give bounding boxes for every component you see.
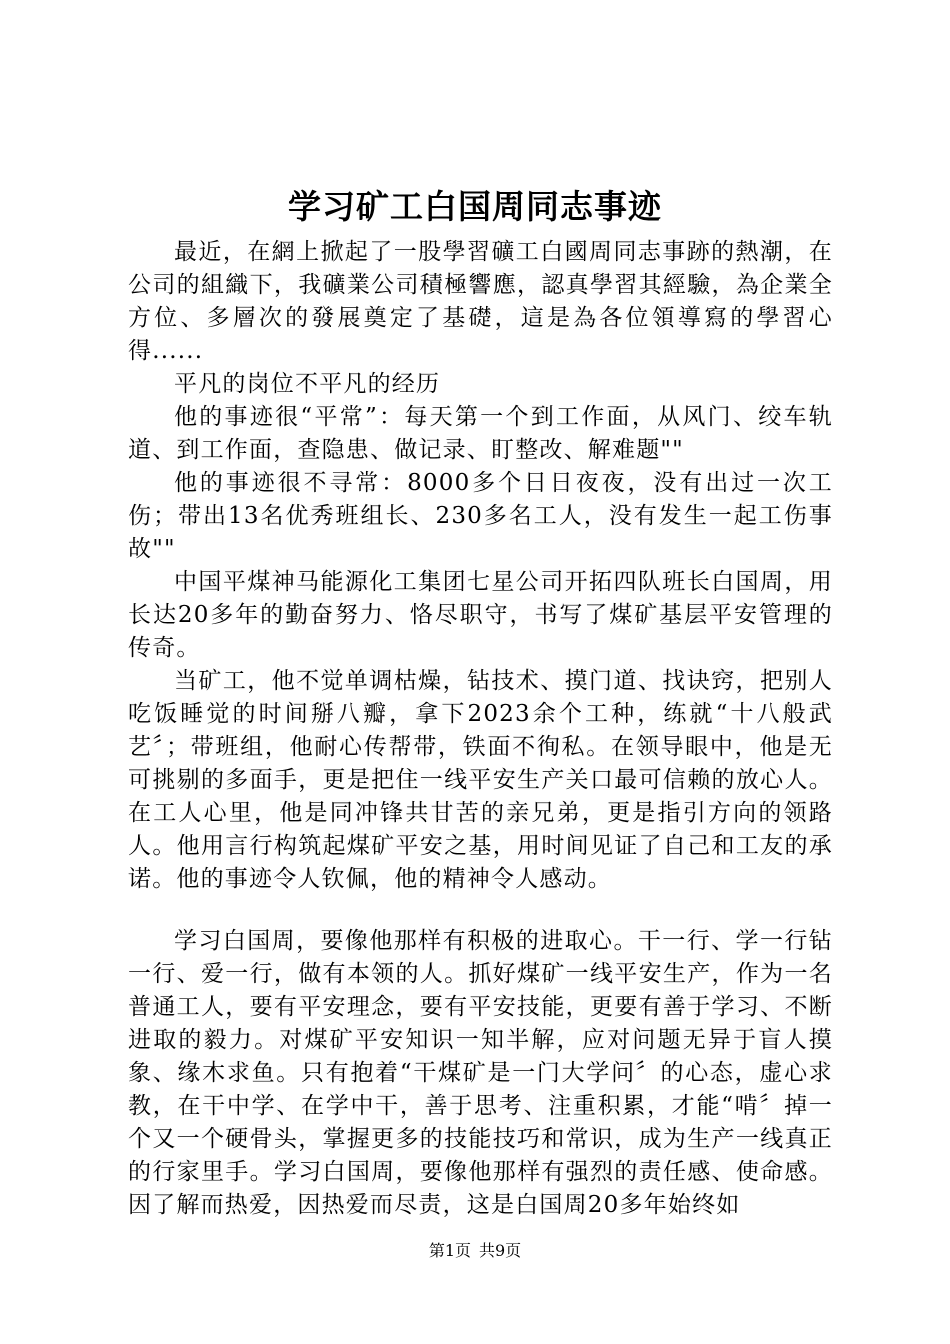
paragraph-learning: 学习白国周，要像他那样有积极的进取心。干一行、学一行钻一行、爱一行，做有本领的人。抓好煤矿一线平安生产，作为一名普通工人，要有平安理念，要有平安技能，更要有善于学习、不断进取的毅力。对煤矿平安知识一知半解，应对问题无异于盲人摸象、缘木求鱼。只有抱着“干煤矿是一门大学问〞的心态，虚心求教，在干中学、在学中干，善于思考、注重积累，才能“啃〞掉一个又一个硬骨头，掌握更多的技能技巧和常识，成为生产一线真正的行家里手。学习白国周，要像他那样有强烈的责任感、使命感。因了解而热爱，因热爱而尽责，这是白国周20多年始终如 xyxy=(128,928,833,1218)
paragraph-intro: 最近，在網上掀起了一股學習礦工白國周同志事跡的熱潮，在公司的組織下，我礦業公司積極響應，認真學習其經驗，為企業全方位、多層次的發展奠定了基礎，這是為各位領導寫的學習心得...... xyxy=(128,239,833,364)
document-title: 学习矿工白国周同志事迹 xyxy=(288,187,662,226)
paragraph-subheading: 平凡的岗位不平凡的经历 xyxy=(174,371,441,397)
document-body xyxy=(128,236,833,1222)
page-number: 第1页 xyxy=(428,1241,471,1260)
paragraph-background: 中国平煤神马能源化工集团七星公司开拓四队班长白国周，用长达20多年的勤奋努力、恪尽职守，书写了煤矿基层平安管理的传奇。 xyxy=(128,569,833,661)
paragraph-extraordinary-deeds: 他的事迹很不寻常：8000多个日日夜夜，没有出过一次工伤；带出13名优秀班组长、230多名工人，没有发生一起工伤事故"" xyxy=(128,470,833,562)
paragraph-ordinary-deeds: 他的事迹很“平常”：每天第一个到工作面，从风门、绞车轨道、到工作面，查隐患、做记录、盯整改、解难题"" xyxy=(128,404,833,463)
page-total: 共9页 xyxy=(479,1241,522,1260)
paragraph-spacer xyxy=(128,896,833,925)
paragraph-miner-story: 当矿工，他不觉单调枯燥，钻技术、摸门道、找诀窍，把别人吃饭睡觉的时间掰八瓣，拿下2023余个工种，练就“十八般武艺〞；带班组，他耐心传帮带，铁面不徇私。在领导眼中，他是无可挑剔的多面手，更是把住一线平安生产关口最可信赖的放心人。在工人心里，他是同冲锋共甘苦的亲兄弟，更是指引方向的领路人。他用言行构筑起煤矿平安之基，用时间见证了自己和工友的承诺。他的事迹令人钦佩，他的精神令人感动。 xyxy=(128,668,833,892)
page-footer xyxy=(0,1240,950,1262)
